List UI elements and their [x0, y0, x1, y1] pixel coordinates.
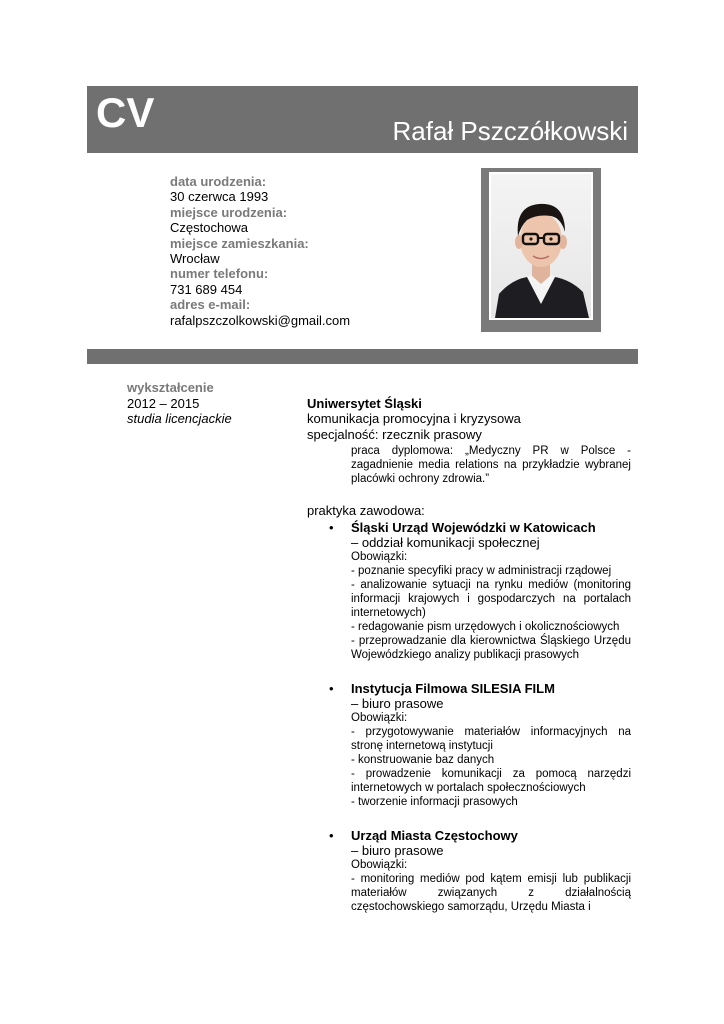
- job-title: Śląski Urząd Wojewódzki w Katowicach: [351, 520, 596, 535]
- cv-title: CV: [96, 89, 155, 136]
- header-bar: [87, 86, 638, 153]
- birth-place-label: miejsce urodzenia:: [170, 204, 288, 220]
- birth-place-value: Częstochowa: [170, 220, 249, 236]
- education-years: 2012 – 2015: [127, 396, 200, 411]
- duty-item: - monitoring mediów pod kątem emisji lub publikacji materiałów związanych z działalnością częstochowskiego samorządu, Urzędu Miasta i: [351, 873, 631, 913]
- duty-item: - tworzenie informacji prasowych: [351, 796, 518, 808]
- job-entry: [329, 520, 631, 662]
- job-entry: [329, 828, 631, 914]
- bullet: •: [329, 681, 334, 696]
- job-department: – oddział komunikacji społecznej: [351, 535, 540, 550]
- email-label: adres e-mail:: [170, 297, 251, 313]
- job-department: – biuro prasowe: [351, 843, 444, 858]
- field-of-study: komunikacja promocyjna i kryzysowa: [307, 411, 521, 426]
- phone-value: 731 689 454: [170, 281, 243, 297]
- portrait-photo: [489, 172, 593, 320]
- duty-item: - konstruowanie baz danych: [351, 754, 495, 766]
- section-divider: [87, 349, 638, 364]
- duty-item: - analizowanie sytuacji na rynku mediów (monitoring informacji krajowych i gospodarczych na portalach internetowych): [351, 579, 631, 619]
- phone-label: numer telefonu:: [170, 266, 269, 282]
- bullet: •: [329, 828, 334, 843]
- job-title: Instytucja Filmowa SILESIA FILM: [351, 681, 555, 696]
- residence-label: miejsce zamieszkania:: [170, 235, 309, 251]
- job-department: – biuro prasowe: [351, 696, 444, 711]
- education-heading: wykształcenie: [127, 380, 214, 395]
- duty-item: - poznanie specyfiki pracy w administracji rządowej: [351, 565, 612, 577]
- portrait-illustration: [491, 174, 591, 318]
- job-entry: [329, 681, 631, 809]
- personal-info: [170, 174, 430, 328]
- bullet: •: [329, 520, 334, 535]
- duty-item: - redagowanie pism urzędowych i okolicznościowych: [351, 621, 620, 633]
- duties-label: Obowiązki:: [351, 551, 408, 563]
- birth-date-label: data urodzenia:: [170, 174, 267, 189]
- birth-date-value: 30 czerwca 1993: [170, 189, 269, 205]
- duty-item: - przeprowadzanie dla kierownictwa Śląskiego Urzędu Wojewódzkiego analizy publikacji prasowych: [351, 635, 631, 661]
- thesis: praca dyplomowa: „Medyczny PR w Polsce - zagadnienie media relations na przykładzie wybranej placówki ochrony zdrowia.”: [351, 445, 631, 485]
- duties-label: Obowiązki:: [351, 712, 408, 724]
- education-degree-type: studia licencjackie: [127, 411, 232, 426]
- person-name: Rafał Pszczółkowski: [392, 116, 628, 146]
- photo-frame: [481, 168, 601, 332]
- duty-item: - prowadzenie komunikacji za pomocą narzędzi internetowych w portalach społecznościowych: [351, 768, 631, 794]
- practice-heading: praktyka zawodowa:: [307, 503, 425, 518]
- duty-item: - przygotowywanie materiałów informacyjnych na stronę internetową instytucji: [351, 726, 631, 752]
- duties-label: Obowiązki:: [351, 859, 408, 871]
- job-title: Urząd Miasta Częstochowy: [351, 828, 518, 843]
- university-name: Uniwersytet Śląski: [307, 396, 422, 411]
- email-value: rafalpszczolkowski@gmail.com: [170, 312, 351, 328]
- residence-value: Wrocław: [170, 251, 220, 267]
- specialization: specjalność: rzecznik prasowy: [307, 426, 482, 442]
- education-details: [307, 396, 637, 914]
